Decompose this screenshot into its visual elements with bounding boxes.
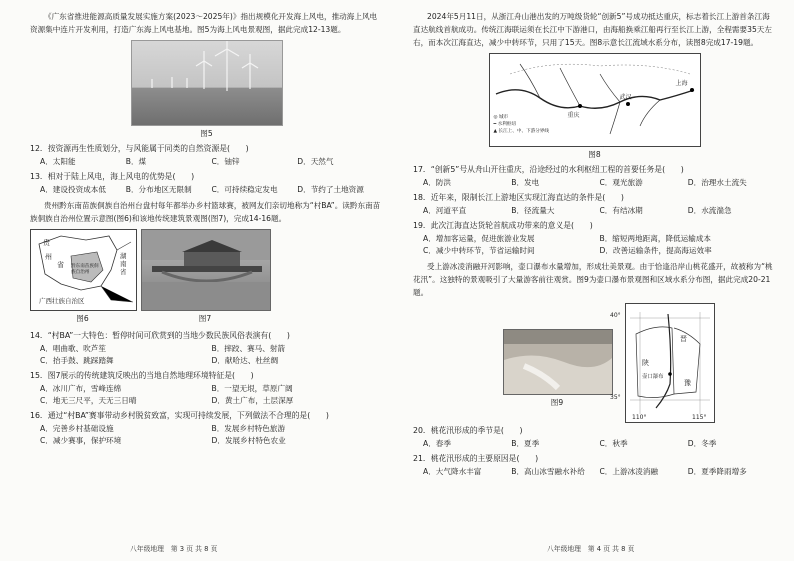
question-20: 20．桃花汛形成的季节是( ) (413, 426, 523, 435)
option-20c[interactable]: C．秋季 (599, 439, 628, 448)
question-21: 21．桃花汛形成的主要原因是( ) (413, 454, 539, 463)
intro-20-21: 受上游冰凌消融开河影响，壶口瀑布水量增加，形成壮美景观。由于恰逢沿岸山桃花盛开，故被称为“桃花汛”。这独特的景观吸引了大量游客前往观赏。图9为壶口瀑布景观图和区域水系分布图，据此完成20-21题。 (413, 262, 773, 297)
map-label-shan: 陕 (642, 359, 649, 367)
figure-9-region-map (610, 303, 715, 423)
option-15a[interactable]: A．冰川广布，雪峰连绵 (40, 384, 122, 393)
intro-12-13: 《广东省推进能源高质量发展实施方案(2023～2025年)》指出规模化开发海上风电，推动海上风电资源集中连片开发利用，打造广东海上风电基地。图5为海上风电景观图，据此完成12-13题。 (30, 12, 378, 34)
option-18d[interactable]: D．水流湍急 (687, 206, 732, 215)
question-15: 15．图7展示的传统建筑反映出的当地自然地理环境特征是( ) (30, 371, 254, 380)
legend-city: ◎ 城市 (493, 115, 509, 120)
option-15c[interactable]: C．地无三尺平，天无三日晴 (40, 396, 137, 405)
intro-14-16: 贵州黔东南苗族侗族自治州台盘村每年都举办乡村篮球赛，被网友们亲切地称为“村BA”。读黔东南苗族侗族自治州位置示意图(图6)和该地传统建筑景观图(图7)，完成14-16题。 (30, 201, 381, 223)
option-19a[interactable]: A．增加客运量，促进旅游业发展 (423, 234, 535, 243)
option-15b[interactable]: B．一望无垠，草原广阔 (211, 384, 293, 393)
figure-7-building-photo (141, 229, 271, 311)
map-lon-115: 115° (692, 414, 707, 421)
option-12d[interactable]: D．天然气 (297, 157, 334, 166)
question-17-options (423, 177, 776, 189)
map-label-hunan: 湖南省 (120, 252, 127, 276)
option-16b[interactable]: B．发展乡村特色旅游 (211, 424, 286, 433)
option-21d[interactable]: D．夏季降雨增多 (687, 467, 747, 476)
question-13: 13．相对于陆上风电，海上风电的优势是( ) (30, 172, 195, 181)
option-13c[interactable]: C．可持续稳定发电 (211, 185, 278, 194)
question-16: 16．通过“村BA”赛事带动乡村脱贫致富，实现可持续发展，下列做法不合理的是( ) (30, 411, 329, 420)
map-lon-110: 110° (632, 414, 647, 421)
hukou-waterfall-illustration (504, 330, 612, 394)
figures-6-7 (30, 229, 383, 328)
map-label-sheng: 省 (57, 261, 64, 269)
option-12b[interactable]: B．煤 (125, 157, 147, 166)
figure-8-legend (494, 114, 550, 135)
option-13a[interactable]: A．建设投资成本低 (40, 185, 106, 194)
figure-7-caption: 图7 (198, 314, 212, 323)
option-16d[interactable]: D．发展乡村特色农业 (211, 436, 286, 445)
question-17: 17．“创新5”号从舟山开往重庆，沿途经过的水利枢纽工程的首要任务是( ) (413, 165, 684, 174)
option-17a[interactable]: A．防洪 (423, 178, 451, 187)
page-4 (397, 0, 794, 561)
option-20d[interactable]: D．冬季 (687, 439, 717, 448)
option-12c[interactable]: C．铀锌 (211, 157, 240, 166)
question-21-options (423, 466, 776, 478)
question-18: 18．近年来，限制长江上游地区实现江海直达的条件是( ) (413, 193, 624, 202)
option-14a[interactable]: A．唱曲歌、吹芦笙 (40, 344, 106, 353)
stilted-building-illustration (142, 230, 270, 310)
map-label-gui: 贵 (43, 239, 50, 247)
figure-9-photo-block (503, 329, 611, 423)
option-17b[interactable]: B．发电 (511, 178, 540, 187)
figure-7-block (141, 229, 269, 328)
question-16-options (40, 423, 383, 447)
page-4-footer: 八年级地理 第 4 页 共 8 页 (547, 545, 635, 553)
figure-5-wind-farm-photo (131, 40, 283, 126)
question-12-options (40, 156, 383, 168)
option-17c[interactable]: C．观光旅游 (599, 178, 643, 187)
page-3-footer: 八年级地理 第 3 页 共 8 页 (130, 545, 218, 553)
map-label-yu: 豫 (684, 379, 691, 387)
map-label-hukou: 壶口瀑布 (642, 374, 664, 380)
option-16a[interactable]: A．完善乡村基础设施 (40, 424, 114, 433)
map-label-zhou: 州 (45, 253, 52, 261)
wind-turbines-illustration (132, 41, 282, 125)
question-14: 14．“村BA”一大特色：暂停时间可欣赏到的当地少数民族风俗表演有( ) (30, 331, 290, 340)
option-14b[interactable]: B．摔跤、赛马、射箭 (211, 344, 286, 353)
figure-5-caption: 图5 (200, 129, 213, 138)
question-19-options (423, 233, 776, 257)
option-21b[interactable]: B．高山冰雪融水补给 (511, 467, 585, 476)
map-lat-40: 40° (610, 312, 621, 319)
figure-9-caption: 图9 (550, 398, 564, 407)
option-14d[interactable]: D．献哈达、杜丝绸 (211, 356, 279, 365)
option-21c[interactable]: C．上游冰凌消融 (599, 467, 658, 476)
figure-6-block (30, 229, 135, 328)
intro-17-19: 2024年5月11日，从浙江舟山港出发的万吨级货轮“创新5”号成功抵达重庆，标志着长江上游首条江海直达航线首航成功。传统江海联运须在长江中下游港口，由海船换乘江船再行至长江上游，全程需要35天左右，而本次江海直达，减少中转环节，只用了15天。图8示意长江流域水系分布，读图8完成17-19题。 (413, 12, 772, 47)
map-label-qiandongnan: 黔东南苗族侗族自治州 (71, 264, 99, 275)
option-17d[interactable]: D．治理水土流失 (687, 178, 747, 187)
map-city-shanghai: 上海 (675, 80, 688, 87)
option-14c[interactable]: C．抬手鼓、跳踩踏舞 (40, 356, 114, 365)
figure-9-block (503, 303, 776, 423)
option-19c[interactable]: C．减少中转环节，节省运输时间 (423, 246, 535, 255)
yellow-river-region-outline (626, 304, 714, 422)
figure-6-location-map (30, 229, 137, 311)
option-18a[interactable]: A．河道平直 (423, 206, 467, 215)
map-label-jin: 晋 (680, 335, 687, 343)
option-18b[interactable]: B．径流量大 (511, 206, 555, 215)
option-16c[interactable]: C．减少赛事，保护环境 (40, 436, 122, 445)
option-20a[interactable]: A．春季 (423, 439, 451, 448)
option-19b[interactable]: B．缩短两地距离，降低运输成本 (599, 234, 712, 243)
question-13-options (40, 184, 383, 196)
question-18-options (423, 205, 776, 217)
option-15d[interactable]: D．黄土广布，土层深厚 (211, 396, 294, 405)
map-lat-35: 35° (610, 394, 621, 401)
option-20b[interactable]: B．夏季 (511, 439, 540, 448)
question-19: 19．此次江海直达货轮首航成功带来的意义是( ) (413, 221, 593, 230)
question-14-options (40, 343, 383, 367)
option-18c[interactable]: C．有结冰期 (599, 206, 643, 215)
option-12a[interactable]: A．太阳能 (40, 157, 76, 166)
figure-8-caption: 图8 (588, 150, 601, 159)
figure-8-yangtze-map (489, 53, 701, 147)
legend-hydro: ━ 水利枢纽 (493, 122, 517, 127)
option-13b[interactable]: B．分布地区无限制 (125, 185, 192, 194)
legend-boundary: ▲ 长江上、中、下游分界线 (493, 129, 550, 134)
figure-6-caption: 图6 (76, 314, 89, 323)
question-15-options (40, 383, 383, 407)
option-21a[interactable]: A．大气降水丰富 (423, 467, 482, 476)
option-19d[interactable]: D．改善运输条件，提高海运效率 (599, 246, 712, 255)
question-12: 12．按资源再生性质划分，与风能属于同类的自然资源是( ) (30, 144, 249, 153)
map-label-guangxi: 广西壮族自治区 (39, 297, 85, 305)
figure-9-waterfall-photo (503, 329, 613, 395)
question-20-options (423, 438, 776, 450)
option-13d[interactable]: D．节约了土地资源 (297, 185, 364, 194)
map-city-chongqing: 重庆 (567, 112, 580, 119)
map-city-wuhan: 武汉 (619, 94, 632, 101)
